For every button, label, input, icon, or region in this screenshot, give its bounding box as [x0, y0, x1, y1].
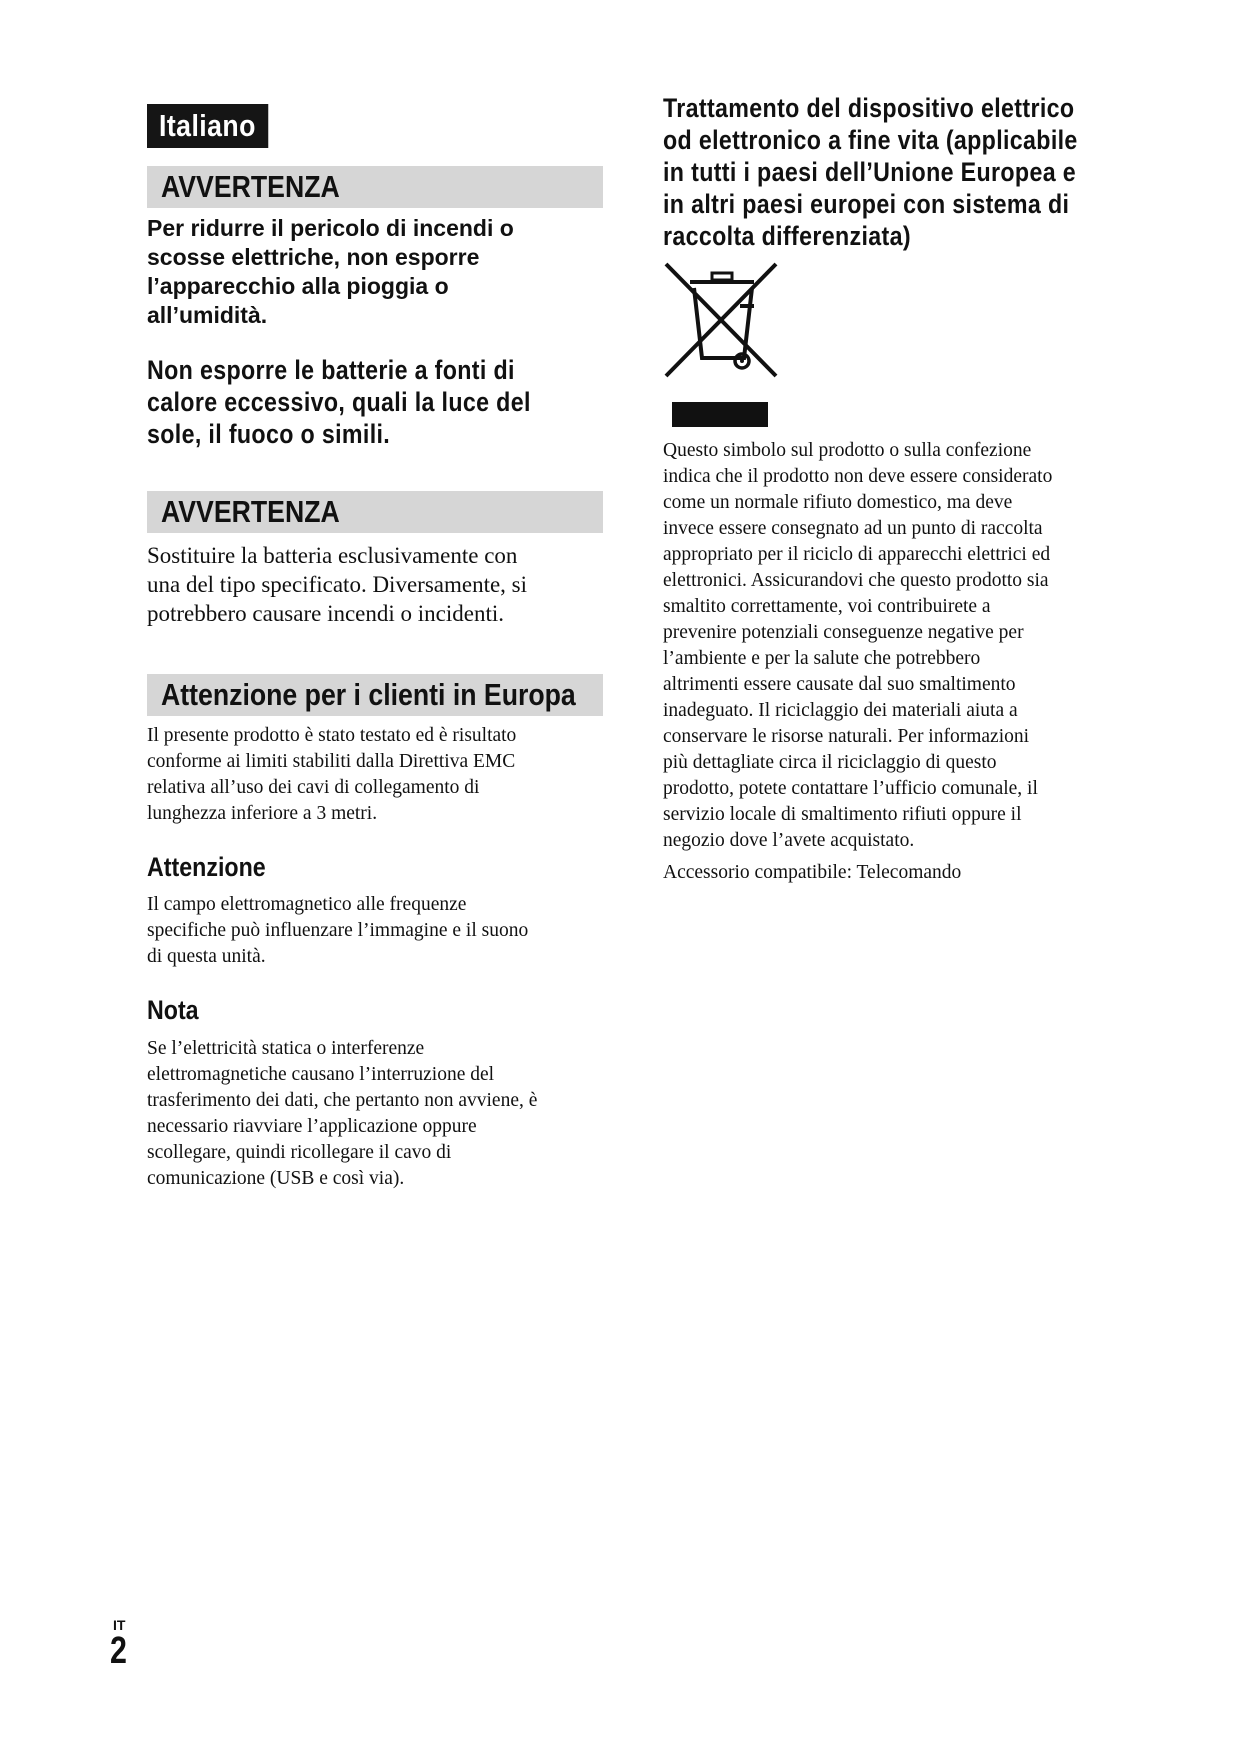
warning-heading-2: AVVERTENZA: [161, 494, 340, 529]
text-line: prodotto, potete contattare l’ufficio comunale, il: [663, 778, 1038, 799]
text-line: elettromagnetiche causano l’interruzione del: [147, 1064, 495, 1085]
text-line: Il presente prodotto è stato testato ed è risultato: [147, 725, 517, 746]
warning-heading-1: AVVERTENZA: [161, 169, 340, 204]
warning-text-1: [147, 214, 603, 330]
text-line: Per ridurre il pericolo di incendi o: [147, 215, 514, 241]
warning-banner-1: [147, 166, 603, 208]
weee-text: [663, 438, 1143, 854]
text-line: Non esporre le batterie a fonti di: [147, 355, 515, 385]
text-line: relativa all’uso dei cavi di collegamento di: [147, 777, 480, 798]
text-line: Il campo elettromagnetico alle frequenze: [147, 894, 467, 915]
text-line: negozio dove l’avete acquistato.: [663, 830, 915, 851]
text-line: di questa unità.: [147, 946, 266, 967]
language-tag: Italiano: [147, 104, 268, 148]
europe-text: [147, 723, 603, 827]
nota-heading: Nota: [147, 995, 199, 1025]
text-line: conforme ai limiti stabiliti dalla Direttiva EMC: [147, 751, 516, 772]
text-line: invece essere consegnato ad un punto di raccolta: [663, 518, 1043, 539]
text-line: l’apparecchio alla pioggia o: [147, 273, 449, 299]
text-line: scosse elettriche, non esporre: [147, 244, 480, 270]
text-line: conservare le risorse naturali. Per informazioni: [663, 726, 1030, 747]
text-line: Trattamento del dispositivo elettrico: [663, 93, 1075, 123]
text-line: Se l’elettricità statica o interferenze: [147, 1038, 425, 1059]
text-line: od elettronico a fine vita (applicabile: [663, 125, 1078, 155]
text-line: indica che il prodotto non deve essere considerato: [663, 466, 1053, 487]
accessory-text: Accessorio compatibile: Telecomando: [663, 862, 962, 883]
battery-heat-warning: [147, 354, 603, 450]
text-line: altrimenti essere causate dal suo smaltimento: [663, 674, 1016, 695]
text-line: potrebbero causare incendi o incidenti.: [147, 601, 504, 626]
text-line: sole, il fuoco o simili.: [147, 419, 391, 449]
warning-text-2: [147, 541, 603, 628]
crossed-out-wheeled-bin-icon: [662, 262, 782, 432]
text-line: Questo simbolo sul prodotto o sulla confezione: [663, 440, 1032, 461]
attenzione-text: [147, 892, 603, 970]
text-line: trasferimento dei dati, che pertanto non avviene, è: [147, 1090, 538, 1111]
text-line: lunghezza inferiore a 3 metri.: [147, 803, 378, 824]
text-line: elettronici. Assicurandovi che questo prodotto sia: [663, 570, 1049, 591]
nota-text: [147, 1036, 603, 1192]
text-line: servizio locale di smaltimento rifiuti oppure il: [663, 804, 1022, 825]
text-line: all’umidità.: [147, 302, 268, 328]
europe-heading: Attenzione per i clienti in Europa: [161, 677, 576, 712]
europe-banner: [147, 674, 603, 716]
attenzione-heading: Attenzione: [147, 852, 266, 882]
text-line: calore eccessivo, quali la luce del: [147, 387, 531, 417]
text-line: appropriato per il riciclo di apparecchi elettrici ed: [663, 544, 1051, 565]
text-line: l’ambiente e per la salute che potrebbero: [663, 648, 981, 669]
text-line: raccolta differenziata): [663, 221, 911, 251]
text-line: Sostituire la batteria esclusivamente con: [147, 543, 518, 568]
text-line: necessario riavviare l’applicazione oppure: [147, 1116, 477, 1137]
text-line: smaltito correttamente, voi contribuirete a: [663, 596, 991, 617]
text-line: come un normale rifiuto domestico, ma deve: [663, 492, 1013, 513]
page-language-code: IT: [113, 1617, 126, 1633]
text-line: scollegare, quindi ricollegare il cavo di: [147, 1142, 452, 1163]
warning-banner-2: [147, 491, 603, 533]
text-line: in altri paesi europei con sistema di: [663, 189, 1070, 219]
text-line: più dettagliate circa il riciclaggio di questo: [663, 752, 997, 773]
weee-title: [663, 92, 1163, 252]
text-line: specifiche può influenzare l’immagine e il suono: [147, 920, 529, 941]
text-line: in tutti i paesi dell’Unione Europea e: [663, 157, 1077, 187]
text-line: comunicazione (USB e così via).: [147, 1168, 405, 1189]
text-line: prevenire potenziali conseguenze negative per: [663, 622, 1024, 643]
text-line: inadeguato. Il riciclaggio dei materiali aiuta a: [663, 700, 1018, 721]
text-line: una del tipo specificato. Diversamente, si: [147, 572, 528, 597]
page-number: 2: [110, 1630, 127, 1672]
